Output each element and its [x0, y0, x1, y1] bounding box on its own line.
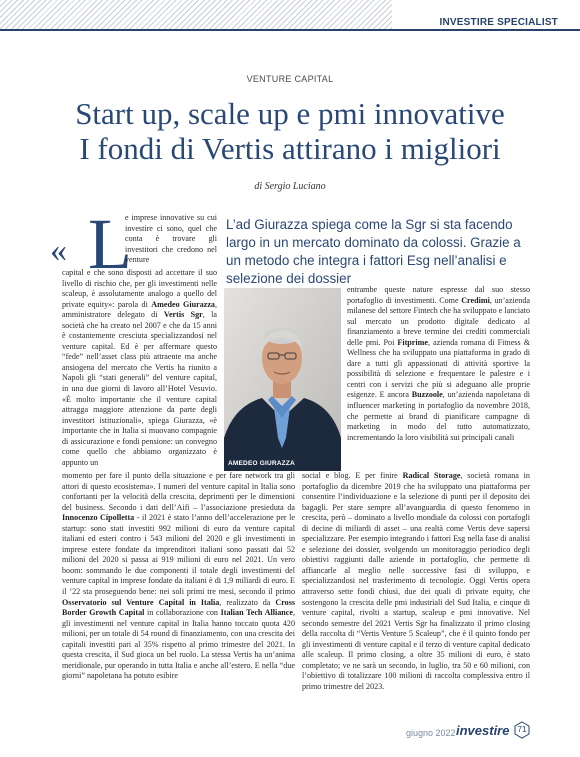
opening-quote-mark: « [50, 232, 67, 269]
headline-line-2: I fondi di Vertis attirano i migliori [79, 131, 501, 166]
page-number [513, 721, 531, 739]
photo-caption: AMEDEO GIURAZZA [228, 460, 295, 467]
body-paragraph-2: momento per fare il punto della situazione e per fare network tra gli attori di questo ecosistema». I numeri del venture capital in Italia sono confortanti per la velocità della crescita, deprimenti per le dimensioni del business. Secondo i dati dell’Aifi – l’associazione presieduta da Innocenzo Cipolletta - il 2021 è stato l’anno dell’accelerazione per le startup: sono stati investiti 992 milioni di euro da venture capital italiani ed esteri contro i 543 milioni del 2020 e gli investimenti in imprese estere fondate da imprenditori italiani sono passati dai 52 milioni del 2020 si passa ai 919 milioni di euro nel 2021. Un vero boom: sommando le due componenti il totale degli investimenti del venture capital in imprese fondate da italiani è di 1,9 miliardi di euro. E il ’22 sta proseguendo bene: nei soli primi tre mesi, secondo il primo Osservatorio sul Venture Capital in Italia, realizzato da Cross Border Growth Capital in collaborazione con Italian Tech Alliance, gli investimenti nel venture capital in Italia hanno toccato quota 420 milioni, per un totale di 54 round di finanziamento, con una crescita dei capitali investiti pari al 35% rispetto al primo trimestre del 2021. In questa crescita, il Sud gioca un bel ruolo. La stessa Vertis ha un’anima meridionale, pur operando in tutta Italia e anche all’estero. E nella “due giorni” napoletana ha potuto esibire [62, 471, 296, 681]
footer-issue-date: giugno 2022 [406, 728, 456, 738]
intro-paragraph: e imprese innovative su cui investire ci sono, quel che conta è trovare gli investitori che credono nel venture [125, 213, 217, 265]
section-label: INVESTIRE SPECIALIST [439, 17, 558, 28]
drop-cap: L [88, 204, 132, 284]
body-paragraph-1: capital e che sono disposti ad accettare il suo livello di rischio che, per gli investimenti nelle scaleup, è assolutamente analogo a quello del private equity»: parola di Amedeo Giurazza, amministratore delegato di Vertis Sgr, la società che ha creato nel 2007 e che da 15 anni è costantemente cresciuta specializzandosi nel venture capital. Ed è per affermare questo “fede” nell’asset class più attraente ma anche ansiogena del mercato che Vertis ha riunito a Napoli gli “stati generali” del venture capital, in una due giorni di lavoro all’Hotel Vesuvio. «È molto importante che il venture capital attragga maggiore attenzione da parte degli investitori istituzionali», spiega Giurazza, «è importante che in Italia si muovano compagnie di assicurazione e fondi pensione: un convegno come quello che abbiamo organizzato è appunto un [62, 268, 218, 467]
header-rule [0, 29, 580, 31]
body-paragraph-3: entrambe queste nature espresse dal suo stesso portafoglio di investimenti. Come Credimi, un’azienda milanese del settore Fintech che ha sviluppato e lanciato sul mercato un prodotto digitale dedicato al finanziamento a breve termine dei crediti commerciali delle pmi. Poi Fitprime, azienda romana di Fitness & Wellness che ha sviluppato una piattaforma in grado di dare a tutti gli appassionati di attività sportive la possibilità di selezione e frequentare le palestre e i centri con i servizi che più si adeguano alle proprie esigenze. E ancora Buzzoole, un’azienda napoletana di influencer marketing in portafoglio da novembre 2018, che permette ai brand di pianificare campagne di marketing in modo del tutto automatizzato, incrementando la loro visibilità sui principali canali [347, 285, 530, 442]
article-deck: L’ad Giurazza spiega come la Sgr si sta facendo largo in un mercato dominato da colossi. Grazie a un metodo che integra i fattori Esg nell’analisi e selezione dei dossier [226, 217, 521, 286]
portrait-photo [224, 288, 341, 471]
body-paragraph-4: social e blog. E per finire Radical Storage, società romana in portafoglio da dicembre 2019 che ha sviluppato una piattaforma per consentire l’individuazione e la selezione di punti per il deposito dei bagagli. Per stare sempre all’avanguardia di questo fenomeno in crescita, però – dominato a livello mondiale da colossi con portafogli di decine di miliardi di asset – una realtà come Vertis deve sapersi specializzare. Per esempio integrando i fattori Esg nella fase di analisi e selezione dei dossier, svolgendo un monitoraggio periodico degli obiettivi raggiunti dalle aziende in portafoglio, che permette di affiancarle al meglio nelle successive fasi di sviluppo, e specializzandosi nel trasferimento di tecnologie. Oggi Vertis opera attraverso sette fondi chiusi, due dei quali di private equity, che sostengono la crescita delle pmi industriali del Sud Italia, e cinque di venture capital, rivolti a startup, scaleup e pmi innovative. Nel secondo semestre del 2021 Vertis Sgr ha finalizzato il primo closing della raccolta di “Vertis Venture 5 Scaleup”, che è il quinto fondo per gli investimenti di venture capital e il terzo di venture capital dedicato alle scaleup. Il primo closing, a oltre 35 milioni di euro, è stato completato; ve ne sarà un secondo, in luglio, tra 50 e 60 milioni, con l’obiettivo di totalizzare 100 milioni di raccolta complessiva entro il primo trimestre del 2023. [302, 471, 530, 691]
footer-brand-logo: investire [456, 723, 510, 738]
header-hatch-pattern [0, 0, 392, 30]
byline: di Sergio Luciano [254, 181, 326, 192]
article-kicker: VENTURE CAPITAL [246, 74, 334, 84]
article-headline [0, 96, 580, 166]
portrait-illustration [224, 288, 341, 471]
headline-line-1: Start up, scale up e pmi innovative [75, 96, 505, 131]
page-number-text: 71 [517, 725, 527, 734]
